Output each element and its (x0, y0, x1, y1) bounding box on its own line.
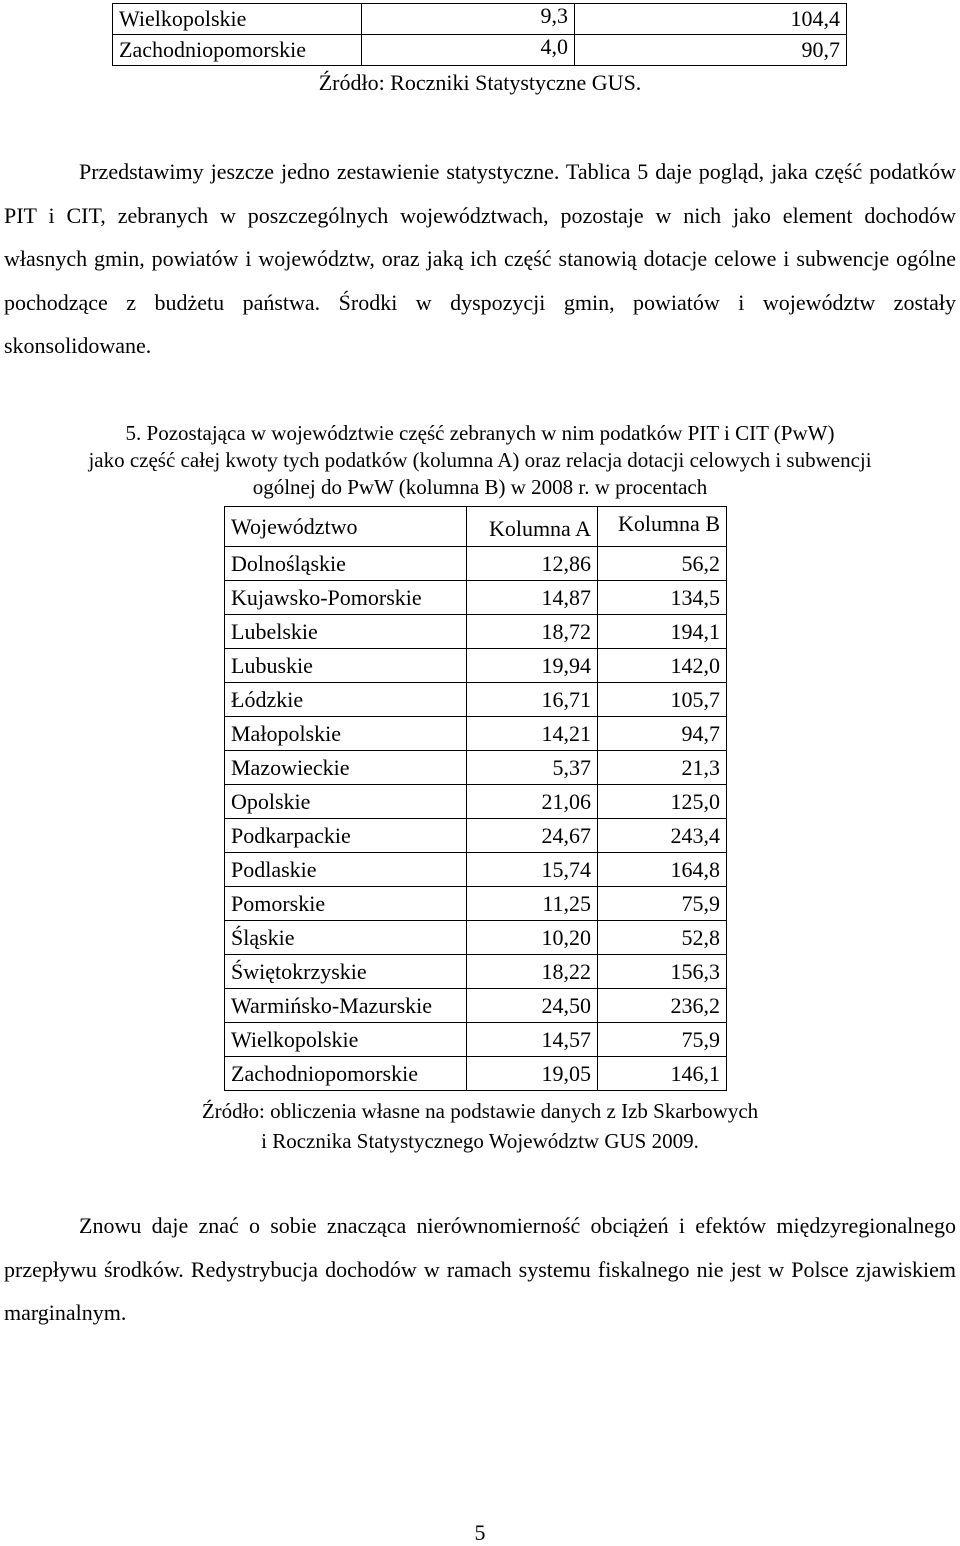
table-header-row (225, 507, 727, 547)
caption-line: jako część całej kwoty tych podatków (kolumna A) oraz relacja dotacji celowych i subwencji (88, 448, 872, 472)
region-cell: Mazowieckie (225, 751, 467, 785)
table-row (225, 785, 727, 819)
region-cell: Podlaskie (225, 853, 467, 887)
value-b-cell: 94,7 (598, 717, 727, 751)
header-column-a: Kolumna A (467, 507, 598, 547)
region-cell: Lubuskie (225, 649, 467, 683)
value-b-cell: 125,0 (598, 785, 727, 819)
value-b-cell: 21,3 (598, 751, 727, 785)
table-row (225, 955, 727, 989)
table-row (225, 683, 727, 717)
caption-line: ogólnej do PwW (kolumna B) w 2008 r. w procentach (252, 475, 708, 499)
body-paragraph: Znowu daje znać o sobie znacząca nierównomierność obciążeń i efektów międzyregionalnego przepływu środków. Redystrybucja dochodów w ramach systemu fiskalnego nie jest w Polsce zjawiskiem marginalnym. (4, 1213, 956, 1325)
table-row (113, 4, 847, 35)
value-a-cell: 4,0 (362, 35, 575, 66)
value-b-cell: 75,9 (598, 1023, 727, 1057)
value-b-cell: 243,4 (598, 819, 727, 853)
value-a-cell: 16,71 (467, 683, 598, 717)
value-a-cell: 24,67 (467, 819, 598, 853)
table-row (225, 717, 727, 751)
data-table (224, 506, 727, 1091)
region-cell: Podkarpackie (225, 819, 467, 853)
value-b-cell: 142,0 (598, 649, 727, 683)
region-cell: Opolskie (225, 785, 467, 819)
value-a-cell: 10,20 (467, 921, 598, 955)
value-a-cell: 18,72 (467, 615, 598, 649)
value-a-cell: 24,50 (467, 989, 598, 1023)
value-a-cell: 14,87 (467, 581, 598, 615)
page-number: 5 (474, 1520, 486, 1545)
source-line: Źródło: obliczenia własne na podstawie danych z Izb Skarbowych (201, 1099, 759, 1123)
table-row (225, 989, 727, 1023)
table-body (225, 547, 727, 1091)
region-cell: Lubelskie (225, 615, 467, 649)
value-a-cell: 11,25 (467, 887, 598, 921)
table-source-note (0, 1096, 960, 1156)
source-line: i Rocznika Statystycznego Województw GUS 2009. (261, 1129, 699, 1153)
region-cell: Zachodniopomorskie (225, 1057, 467, 1091)
table-row (225, 547, 727, 581)
region-cell: Kujawsko-Pomorskie (225, 581, 467, 615)
value-b-cell: 236,2 (598, 989, 727, 1023)
value-a-cell: 19,05 (467, 1057, 598, 1091)
region-cell: Pomorskie (225, 887, 467, 921)
table-row (225, 853, 727, 887)
value-a-cell: 15,74 (467, 853, 598, 887)
value-b-cell: 56,2 (598, 547, 727, 581)
value-a-cell: 21,06 (467, 785, 598, 819)
value-a-cell: 12,86 (467, 547, 598, 581)
table-row (113, 35, 847, 66)
value-b-cell: 52,8 (598, 921, 727, 955)
table-row (225, 887, 727, 921)
value-b-cell: 134,5 (598, 581, 727, 615)
continuation-table (112, 3, 847, 66)
region-cell: Śląskie (225, 921, 467, 955)
value-a-cell: 9,3 (362, 4, 575, 35)
table-row (225, 1057, 727, 1091)
region-cell: Zachodniopomorskie (113, 35, 362, 66)
value-b-cell: 156,3 (598, 955, 727, 989)
region-cell: Wielkopolskie (225, 1023, 467, 1057)
value-a-cell: 5,37 (467, 751, 598, 785)
header-region: Województwo (225, 507, 467, 547)
table-row (225, 1023, 727, 1057)
table-caption (0, 420, 960, 501)
region-cell: Małopolskie (225, 717, 467, 751)
value-a-cell: 19,94 (467, 649, 598, 683)
value-b-cell: 104,4 (575, 4, 847, 35)
value-b-cell: 164,8 (598, 853, 727, 887)
source-note: Źródło: Roczniki Statystyczne GUS. (318, 70, 642, 95)
region-cell: Warmińsko-Mazurskie (225, 989, 467, 1023)
table-row (225, 921, 727, 955)
region-cell: Łódzkie (225, 683, 467, 717)
value-b-cell: 75,9 (598, 887, 727, 921)
body-paragraph: Przedstawimy jeszcze jedno zestawienie statystyczne. Tablica 5 daje pogląd, jaka część podatków PIT i CIT, zebranych w poszczególnych województwach, pozostaje w nich jako element dochodów własnych gmin, powiatów i województw, oraz jaką ich część stanowią dotacje celowe i subwencje ogólne pochodzące z budżetu państwa. Środki w dyspozycji gmin, powiatów i województw zostały skonsolidowane. (4, 159, 956, 358)
value-b-cell: 194,1 (598, 615, 727, 649)
table-row (225, 649, 727, 683)
value-b-cell: 146,1 (598, 1057, 727, 1091)
region-cell: Wielkopolskie (113, 4, 362, 35)
table-row (225, 615, 727, 649)
value-b-cell: 105,7 (598, 683, 727, 717)
region-cell: Dolnośląskie (225, 547, 467, 581)
value-a-cell: 14,21 (467, 717, 598, 751)
table-row (225, 819, 727, 853)
table-row (225, 751, 727, 785)
header-column-b: Kolumna B (598, 507, 727, 547)
value-a-cell: 14,57 (467, 1023, 598, 1057)
region-cell: Świętokrzyskie (225, 955, 467, 989)
table-row (225, 581, 727, 615)
value-a-cell: 18,22 (467, 955, 598, 989)
value-b-cell: 90,7 (575, 35, 847, 66)
caption-line: 5. Pozostająca w województwie część zebranych w nim podatków PIT i CIT (PwW) (125, 421, 835, 445)
